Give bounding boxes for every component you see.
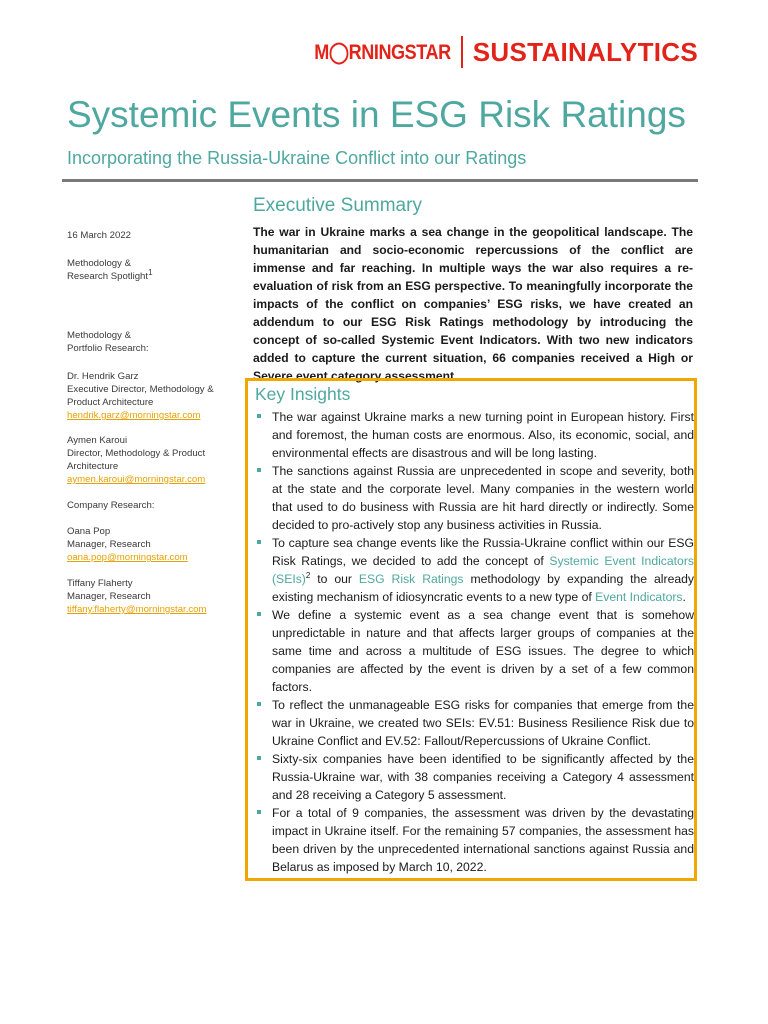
bullet-icon	[257, 756, 261, 760]
list-item: For a total of 9 companies, the assessment was driven by the devastating impact in Ukraine itself. For the remaining 57 companies, the assessment has been driven by the unprecedented international sanctions against Russia and Belarus as imposed by March 10, 2022.	[254, 804, 694, 876]
list-item: The war against Ukraine marks a new turning point in European history. First and foremost, the human costs are enormous. Also, its economic, social, and environmental effects are disastrous and will be long lasting.	[254, 408, 694, 462]
footnote-marker: 1	[148, 267, 153, 277]
header-rule	[62, 179, 698, 182]
bullet-icon	[257, 540, 261, 544]
executive-summary-body: The war in Ukraine marks a sea change in the geopolitical landscape. The humanitarian and socio-economic repercussions of the conflict are immense and far reaching. In multiple ways the war also requires a re-evaluation of risk from an ESG perspective. To meaningfully incorporate the impacts of the conflict on companies’ ESG risks, we have created an addendum to our ESG Risk Ratings methodology by introducing the concept of so-called Systemic Event Indicators. With two new indicators added to capture the current situation, 66 companies received a High or Severe event category assessment.	[253, 225, 693, 383]
key-insights-list	[254, 408, 694, 876]
event-indicators-link[interactable]: Event Indicators	[595, 590, 683, 604]
bullet-icon	[257, 702, 261, 706]
list-item: Sixty-six companies have been identified to be significantly affected by the Russia-Ukraine war, with 38 companies receiving a Category 4 assessment and 28 receiving a Category 5 assessment.	[254, 750, 694, 804]
logo-divider	[461, 36, 463, 68]
bullet-icon	[257, 810, 261, 814]
publication-date: 16 March 2022	[67, 230, 131, 241]
key-insights-box	[245, 378, 697, 881]
author-block	[67, 434, 237, 486]
page-title: Systemic Events in ESG Risk Ratings	[67, 94, 686, 135]
sei-link[interactable]: Systemic Event Indicators (SEIs)	[272, 554, 694, 586]
author-email-link[interactable]: hendrik.garz@morningstar.com	[67, 410, 201, 421]
brand-logo	[292, 36, 698, 68]
author-block	[67, 525, 237, 564]
series-label-line2: Research Spotlight$^1$	[67, 267, 153, 282]
author-role: Manager, Research	[67, 591, 151, 602]
sidebar	[67, 229, 237, 629]
author-name: Dr. Hendrik Garz	[67, 371, 139, 382]
executive-summary-heading: Executive Summary	[253, 195, 422, 216]
author-name: Aymen Karoui	[67, 435, 128, 446]
key-insights-heading: Key Insights	[255, 384, 351, 404]
list-item: To capture sea change events like the Russia-Ukraine conflict within our ESG Risk Ratings, we decided to add the concept of Systemic Event Indicators (SEIs)$^2$ to our ESG Risk Ratings methodology by expanding the already existing mechanism of idiosyncratic events to a new type of Event Indicators.	[254, 534, 694, 606]
page-subtitle: Incorporating the Russia-Ukraine Conflict into our Ratings	[67, 148, 527, 168]
group-label: Company Research:	[67, 500, 155, 511]
list-item: The sanctions against Russia are unprecedented in scope and severity, both at the state and the corporate level. Many companies in the western world that used to do business with Russia are hit hard directly or indirectly. Some decided to pro-actively stop any business activities in Russia.	[254, 462, 694, 534]
sustainalytics-logo: SUSTAINALYTICS	[472, 36, 698, 67]
series-label-line1: Methodology &	[67, 258, 131, 269]
bullet-icon	[257, 414, 261, 418]
author-email-link[interactable]: aymen.karoui@morningstar.com	[67, 474, 206, 485]
esg-risk-ratings-link[interactable]: ESG Risk Ratings	[358, 572, 464, 586]
list-item: To reflect the unmanageable ESG risks for companies that emerge from the war in Ukraine, we created two SEIs: EV.51: Business Resilience Risk due to Ukraine Conflict and EV.52: Fallout/Repercussions of Ukraine Conflict.	[254, 696, 694, 750]
footnote-marker: 2	[305, 570, 311, 580]
group-label-line2: Portfolio Research:	[67, 343, 149, 354]
author-name: Tiffany Flaherty	[67, 578, 133, 589]
bullet-icon	[257, 612, 261, 616]
author-role: Product Architecture	[67, 397, 154, 408]
morningstar-logo: M◯RNINGSTAR	[314, 40, 451, 64]
bullet-icon	[257, 468, 261, 472]
author-block	[67, 577, 237, 616]
group-label-line1: Methodology &	[67, 330, 131, 341]
author-role: Manager, Research	[67, 539, 151, 550]
author-email-link[interactable]: tiffany.flaherty@morningstar.com	[67, 604, 207, 615]
author-email-link[interactable]: oana.pop@morningstar.com	[67, 552, 188, 563]
author-role: Executive Director, Methodology &	[67, 384, 214, 395]
list-item: We define a systemic event as a sea change event that is somehow unpredictable in nature and that affects larger groups of companies at the same time and across a multitude of ESG issues. The degree to which companies are affected by the event is driven by a set of a few common factors.	[254, 606, 694, 696]
author-role: Director, Methodology & Product	[67, 448, 206, 459]
author-name: Oana Pop	[67, 526, 111, 537]
author-block	[67, 370, 237, 422]
author-role: Architecture	[67, 461, 119, 472]
